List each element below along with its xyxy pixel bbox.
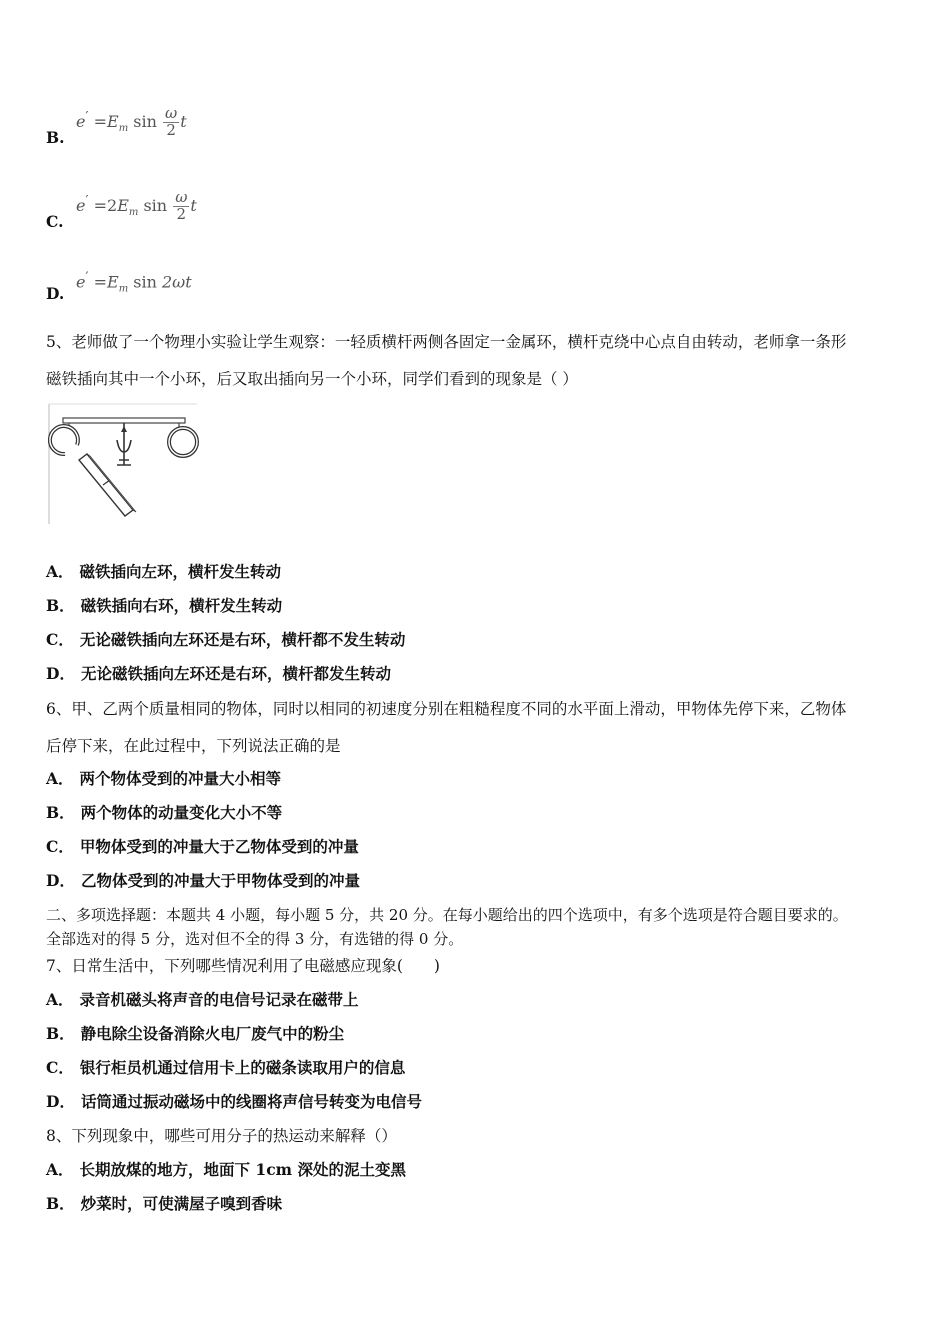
q8-stem: 8、下列现象中，哪些可用分子的热运动来解释（） <box>46 1127 397 1145</box>
q5-stem-line1: 5、老师做了一个物理小实验让学生观察：一轻质横杆两侧各固定一金属环，横杆克绕中心点自由转动，老师拿一条形 <box>46 333 847 351</box>
q4-option-c-formula: $e' =2E_m$ sin $\frac{\omega}{2}$ t <box>76 188 197 223</box>
q7-option-c: C． 银行柜员机通过信用卡上的磁条读取用户的信息 <box>46 1058 406 1077</box>
q5-option-d: D． 无论磁铁插向左环还是右环，横杆都发生转动 <box>46 664 391 683</box>
q6-option-c: C． 甲物体受到的冲量大于乙物体受到的冲量 <box>46 837 359 856</box>
q5-option-c: C． 无论磁铁插向左环还是右环，横杆都不发生转动 <box>46 630 406 649</box>
q4-option-c-label: C. <box>46 212 64 231</box>
q6-option-a: A． 两个物体受到的冲量大小相等 <box>46 769 282 788</box>
q7-option-d: D． 话筒通过振动磁场中的线圈将声信号转变为电信号 <box>46 1092 422 1111</box>
q6-stem-line2: 后停下来，在此过程中，下列说法正确的是 <box>46 737 341 755</box>
q7-stem: 7、日常生活中，下列哪些情况利用了电磁感应现象( ) <box>46 957 440 975</box>
q6-option-b: B． 两个物体的动量变化大小不等 <box>46 803 283 822</box>
bar-magnet <box>79 454 136 516</box>
section2-heading-line1: 二、多项选择题：本题共 4 小题，每小题 5 分，共 20 分。在每小题给出的四个选项中，有多个选项是符合题目要求的。 <box>46 906 848 924</box>
q5-option-b: B． 磁铁插向右环，横杆发生转动 <box>46 596 283 615</box>
q4-option-b-label: B. <box>46 128 65 147</box>
q8-option-a: A． 长期放煤的地方，地面下 1cm 深处的泥土变黑 <box>46 1160 406 1179</box>
q4-option-d-formula: $e' =E_m$ sin 2ωt <box>76 270 192 295</box>
section2-heading-line2: 全部选对的得 5 分，选对但不全的得 3 分，有选错的得 0 分。 <box>46 930 464 948</box>
q8-option-b: B． 炒菜时，可使满屋子嗅到香味 <box>46 1194 283 1213</box>
q7-option-a: A． 录音机磁头将声音的电信号记录在磁带上 <box>46 990 359 1009</box>
q6-option-d: D． 乙物体受到的冲量大于甲物体受到的冲量 <box>46 871 360 890</box>
q6-stem-line1: 6、甲、乙两个质量相同的物体，同时以相同的初速度分别在粗糙程度不同的水平面上滑动，甲物体先停下来，乙物体 <box>46 700 847 718</box>
q7-option-b: B． 静电除尘设备消除火电厂废气中的粉尘 <box>46 1024 345 1043</box>
q5-stem-line2: 磁铁插向其中一个小环，后又取出插向另一个小环，同学们看到的现象是（ ） <box>46 370 578 388</box>
q5-option-a: A． 磁铁插向左环，横杆发生转动 <box>46 562 282 581</box>
crossbar <box>63 418 185 423</box>
q5-ring-magnet-figure <box>47 400 199 526</box>
q4-option-b-formula: $e' =E_m$ sin $\frac{\omega}{2}$ t <box>76 104 187 139</box>
q4-option-d-label: D. <box>46 284 65 303</box>
